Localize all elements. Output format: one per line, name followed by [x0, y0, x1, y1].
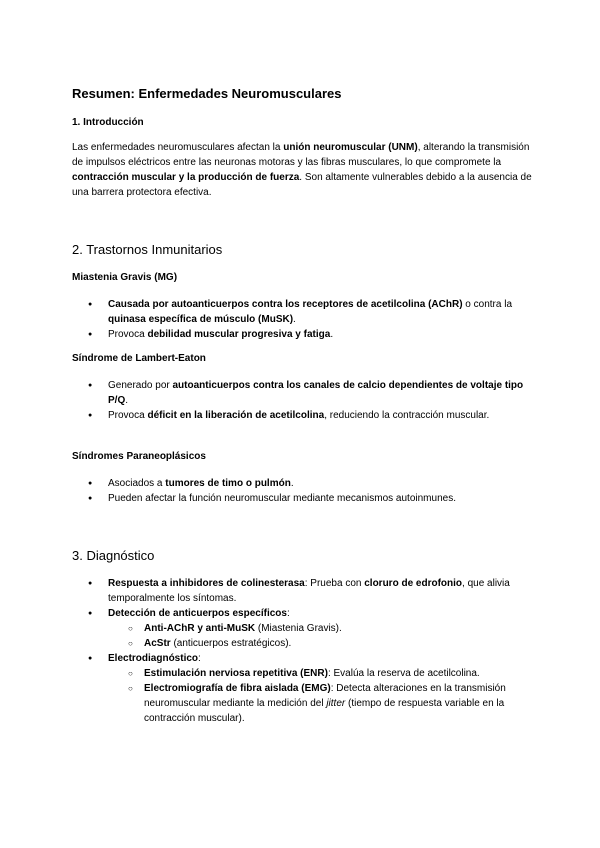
sp-b1-bold: tumores de timo o pulmón — [165, 478, 291, 489]
diag-b3-sublist — [108, 666, 528, 726]
list-item — [88, 576, 528, 606]
list-item — [88, 476, 528, 491]
intro-text-1: Las enfermedades neuromusculares afectan la — [72, 142, 284, 153]
section-heading-diagnostico: 3. Diagnóstico — [72, 548, 155, 563]
le-b1-bold: autoanticuerpos contra los canales de calcio dependientes de voltaje tipo P/Q — [108, 380, 524, 406]
diag-b3-sub1-bold: Estimulación nerviosa repetitiva (ENR) — [144, 668, 328, 679]
mg-b2-text1: Provoca — [108, 329, 148, 340]
mg-bullet-list — [88, 297, 528, 342]
intro-text-2: , alterando la transmisión de impulsos eléctricos entre las neuronas motoras y las fibras musculares, lo que compromete la — [72, 142, 530, 168]
diag-b3-colon: : — [198, 653, 201, 664]
intro-paragraph — [72, 140, 534, 200]
diag-b1-text2: , que alivia temporalmente los síntomas. — [108, 578, 510, 604]
subheading-paraneoplasicos: Síndromes Paraneoplásicos — [72, 451, 206, 462]
subheading-lambert-eaton: Síndrome de Lambert-Eaton — [72, 353, 206, 364]
list-item — [88, 491, 528, 506]
mg-b2-bold: debilidad muscular progresiva y fatiga — [147, 329, 331, 340]
mg-b1-text2: . — [293, 314, 296, 325]
diag-b3-sub2-italic: jitter — [326, 698, 346, 709]
list-item — [88, 378, 528, 408]
diag-b2-label: Detección de anticuerpos específicos — [108, 608, 287, 619]
list-item — [88, 297, 528, 327]
mg-b1-bold1: Causada por autoanticuerpos contra los receptores de acetilcolina (AChR) — [108, 299, 463, 310]
sp-b1-text2: . — [290, 478, 294, 489]
mg-b2-text2: . — [330, 329, 334, 340]
diag-b2-colon: : — [286, 608, 290, 619]
sp-b2-text: Pueden afectar la función neuromuscular mediante mecanismos autoinmunes. — [108, 493, 456, 504]
list-item — [88, 327, 528, 342]
intro-text — [72, 140, 534, 200]
diag-b1-bold1: Respuesta a inhibidores de colinesterasa — [108, 578, 305, 589]
intro-bold-contraccion: contracción muscular y la producción de fuerza — [72, 172, 300, 183]
diag-b2-sub1-bold: Anti-AChR y anti-MuSK — [144, 623, 256, 634]
sub-list-item — [108, 666, 528, 681]
sub-list-item — [108, 621, 528, 636]
intro-bold-unm: unión neuromuscular (UNM) — [283, 142, 418, 153]
section-heading-trastornos: 2. Trastornos Inmunitarios — [72, 242, 223, 257]
diag-b2-sub2-bold: AcStr — [144, 638, 171, 649]
le-b1-text2: . — [125, 395, 129, 406]
subheading-miastenia-gravis: Miastenia Gravis (MG) — [72, 272, 178, 283]
diag-b1-text1: : Prueba con — [304, 578, 365, 589]
le-b1-text1: Generado por — [108, 380, 173, 391]
diag-b3-sub2-text1: : Detecta alteraciones en la transmisión neuromuscular mediante la medición del — [144, 683, 506, 709]
le-bullet-list — [88, 378, 528, 423]
diag-b3-sub2-text2: (tiempo de respuesta variable en la contracción muscular). — [144, 698, 505, 724]
le-b2-text2: , reduciendo la contracción muscular. — [324, 410, 490, 421]
diag-b3-label: Electrodiagnóstico — [108, 653, 199, 664]
list-item — [88, 408, 528, 423]
le-b2-bold: déficit en la liberación de acetilcolina — [147, 410, 325, 421]
mg-b1-text1: o contra la — [462, 299, 513, 310]
intro-text-3: . Son altamente vulnerables debido a la ausencia de una barrera protectora efectiva. — [72, 172, 532, 198]
sp-b1-text1: Asociados a — [108, 478, 166, 489]
sub-list-item — [108, 681, 528, 726]
page-title: Resumen: Enfermedades Neuromusculares — [72, 86, 342, 101]
list-item — [88, 606, 528, 651]
diag-b3-sub2-bold: Electromiografía de fibra aislada (EMG) — [144, 683, 331, 694]
diag-b2-sub2-text: (anticuerpos estratégicos). — [170, 638, 292, 649]
mg-b1-bold2: quinasa específica de músculo (MuSK) — [108, 314, 294, 325]
diag-bullet-list — [88, 576, 528, 726]
diag-b3-sub1-text: : Evalúa la reserva de acetilcolina. — [327, 668, 480, 679]
list-item — [88, 651, 528, 726]
sp-bullet-list — [88, 476, 528, 506]
section-heading-introduccion: 1. Introducción — [72, 117, 144, 128]
diag-b2-sublist — [108, 621, 528, 651]
diag-b1-bold2: cloruro de edrofonio — [364, 578, 463, 589]
le-b2-text1: Provoca — [108, 410, 148, 421]
sub-list-item — [108, 636, 528, 651]
diag-b2-sub1-text: (Miastenia Gravis). — [255, 623, 342, 634]
